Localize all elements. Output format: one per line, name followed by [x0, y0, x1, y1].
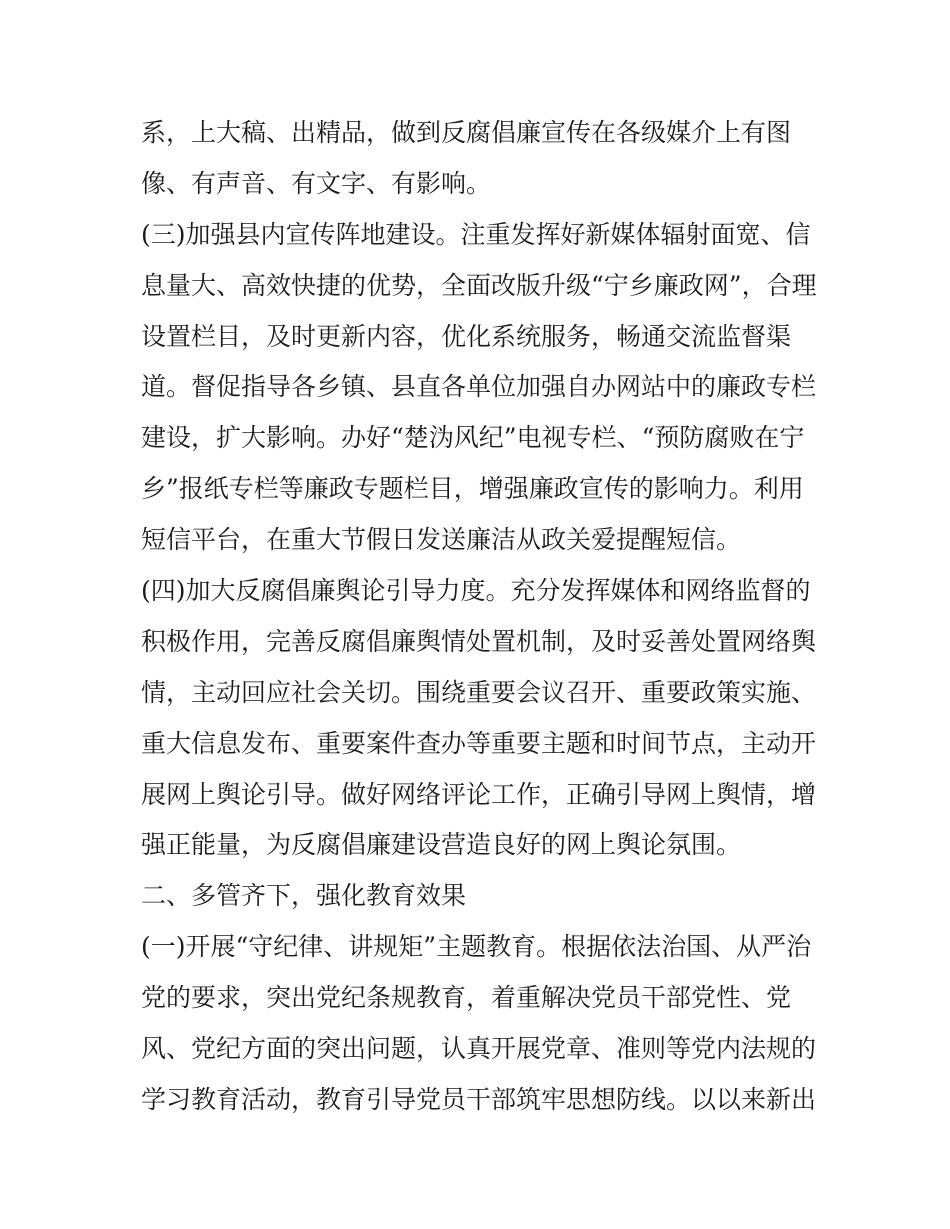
text-line-15: 强正能量，为反腐倡廉建设营造良好的网上舆论氛围。	[141, 830, 742, 860]
text-line-2: 像、有声音、有文字、有影响。	[141, 168, 492, 198]
text-line-17: (一)开展“守纪律、讲规矩”主题教育。根据依法治国、从严治	[141, 932, 812, 962]
text-line-4: 息量大、高效快捷的优势，全面改版升级“宁乡廉政网”，合理	[141, 270, 817, 300]
text-line-14: 展网上舆论引导。做好网络评论工作，正确引导网上舆情，增	[141, 779, 817, 809]
text-line-7: 建设，扩大影响。办好“楚沩风纪”电视专栏、“预防腐败在宁	[141, 423, 805, 453]
text-line-18: 党的要求，突出党纪条规教育，着重解决党员干部党性、党	[141, 983, 792, 1013]
text-line-13: 重大信息发布、重要案件查办等重要主题和时间节点，主动开	[141, 728, 817, 758]
text-line-8: 乡”报纸专栏等廉政专题栏目，增强廉政宣传的影响力。利用	[141, 474, 804, 504]
text-line-6: 道。督促指导各乡镇、县直各单位加强自办网站中的廉政专栏	[141, 372, 817, 402]
section-heading: 二、多管齐下，强化教育效果	[141, 881, 467, 911]
text-line-12: 情，主动回应社会关切。围绕重要会议召开、重要政策实施、	[141, 677, 817, 707]
text-line-10: (四)加大反腐倡廉舆论引导力度。充分发挥媒体和网络监督的	[141, 576, 811, 606]
text-line-19: 风、党纪方面的突出问题，认真开展党章、准则等党内法规的	[141, 1034, 817, 1064]
text-line-1: 系，上大稿、出精品，做到反腐倡廉宣传在各级媒介上有图	[141, 118, 792, 147]
text-line-11: 积极作用，完善反腐倡廉舆情处置机制，及时妥善处置网络舆	[141, 626, 817, 656]
text-line-9: 短信平台，在重大节假日发送廉洁从政关爱提醒短信。	[141, 525, 742, 555]
text-line-20: 学习教育活动，教育引导党员干部筑牢思想防线。以以来新出	[141, 1084, 817, 1114]
text-line-3: (三)加强县内宣传阵地建设。注重发挥好新媒体辐射面宽、信	[141, 219, 811, 249]
document-body	[141, 108, 821, 1126]
text-line-5: 设置栏目，及时更新内容，优化系统服务，畅通交流监督渠	[141, 321, 792, 351]
